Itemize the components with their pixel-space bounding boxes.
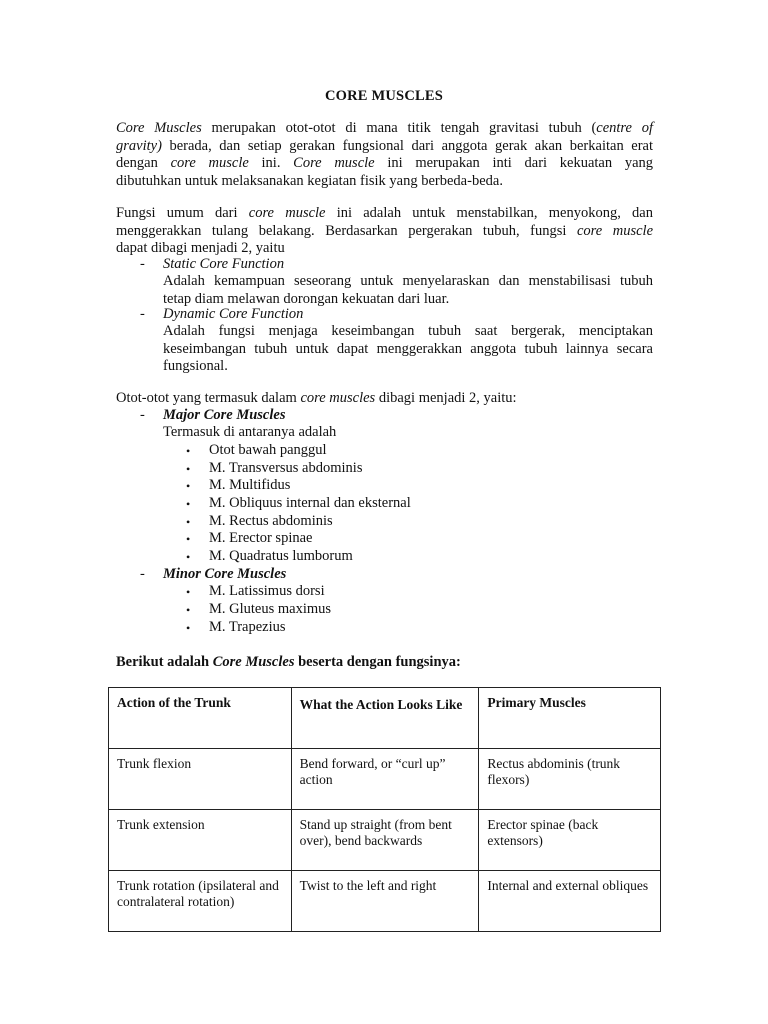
major-muscle-item: M. Rectus abdominis: [209, 513, 333, 529]
major-core-muscles-text: Major Core Muscles: [163, 407, 286, 423]
bullet-icon: •: [186, 585, 191, 599]
table-header-row: [109, 688, 661, 749]
desc-line: Adalah fungsi menjaga keseimbangan tubuh saat bergerak, menciptakan: [163, 323, 653, 339]
muscles-term: core muscles: [300, 390, 376, 406]
function-text: menggerakkan tulang belakang. Berdasarkan pergerakan tubuh, fungsi: [116, 222, 577, 239]
table-heading-text: Berikut adalah: [116, 654, 213, 670]
minor-core-muscles-text: Minor Core Muscles: [163, 566, 287, 582]
major-muscle-item: M. Erector spinae: [209, 530, 313, 546]
table-heading-term: Core Muscles: [212, 654, 295, 670]
desc-line: fungsional.: [163, 358, 228, 375]
function-line-3: dapat dibagi menjadi 2, yaitu: [116, 240, 285, 257]
table-cell: Stand up straight (from bent over), bend backwards: [291, 810, 479, 871]
list-dash: -: [140, 256, 145, 272]
intro-line-1: [116, 120, 653, 138]
desc-line: Adalah kemampuan seseorang untuk menyelaraskan dan menstabilisasi tubuh: [163, 273, 653, 289]
major-muscle-item: M. Quadratus lumborum: [209, 548, 353, 564]
intro-line-4: dibutuhkan untuk melaksanakan kegiatan fisik yang berbeda-beda.: [116, 172, 503, 189]
bullet-icon: •: [186, 603, 191, 617]
minor-core-muscles-label: [163, 566, 286, 584]
function-term: core muscle: [248, 205, 326, 221]
bullet-icon: •: [186, 462, 191, 476]
major-muscle-item: Otot bawah panggul: [209, 442, 327, 458]
table-row: [109, 749, 661, 810]
desc-line: keseimbangan tubuh untuk dapat menggerakkan anggota tubuh lainnya secara: [163, 340, 653, 357]
page-title: CORE MUSCLES: [324, 88, 444, 104]
table-cell: Rectus abdominis (trunk flexors): [479, 749, 661, 810]
table-cell: Trunk rotation (ipsilateral and contralateral rotation): [109, 871, 292, 932]
minor-muscle-item: M. Trapezius: [209, 619, 286, 635]
function-text: Fungsi umum dari: [116, 205, 249, 221]
intro-term: core muscle: [170, 155, 249, 172]
table-heading-text: beserta dengan fungsinya:: [294, 654, 461, 670]
dynamic-core-function-label: Dynamic Core Function: [163, 306, 304, 322]
bullet-icon: •: [186, 550, 191, 564]
table-cell: Twist to the left and right: [291, 871, 479, 932]
function-paragraph: [116, 205, 653, 258]
major-intro: Termasuk di antaranya adalah: [163, 424, 337, 440]
major-core-muscles-label: [163, 407, 285, 425]
core-muscles-table: [108, 687, 661, 932]
table-heading: [116, 654, 461, 671]
table-cell: Erector spinae (back extensors): [479, 810, 661, 871]
bullet-icon: •: [186, 444, 191, 458]
table-cell: Trunk extension: [109, 810, 292, 871]
intro-term: Core muscle: [293, 155, 375, 172]
muscles-paragraph: [116, 390, 517, 408]
table-cell: Trunk flexion: [109, 749, 292, 810]
intro-term: Core Muscles: [116, 120, 202, 136]
intro-line-3: [116, 155, 653, 173]
minor-muscle-item: M. Latissimus dorsi: [209, 583, 325, 599]
desc-line: tetap diam melawan dorongan kekuatan dari luar.: [163, 290, 450, 307]
major-muscle-item: M. Transversus abdominis: [209, 460, 363, 476]
function-term: core muscle: [576, 222, 653, 239]
intro-text: berada, dan setiap gerakan fungsional dari anggota gerak akan berkaitan erat: [161, 137, 653, 154]
muscles-text: dibagi menjadi 2, yaitu:: [375, 390, 517, 406]
table-header-cell: Primary Muscles: [479, 688, 661, 749]
table-cell: Internal and external obliques: [479, 871, 661, 932]
intro-term: gravity): [116, 137, 162, 154]
list-dash: -: [140, 306, 145, 322]
major-muscle-item: M. Multifidus: [209, 477, 291, 493]
intro-text: merupakan otot-otot di mana titik tengah gravitasi tubuh (: [201, 120, 597, 136]
intro-text: dengan: [116, 155, 171, 172]
intro-text: ini.: [248, 155, 294, 172]
function-line-2: [116, 223, 653, 241]
dynamic-core-function-desc: [163, 323, 653, 376]
bullet-icon: •: [186, 515, 191, 529]
muscles-text: Otot-otot yang termasuk dalam: [116, 390, 301, 406]
intro-term: centre of: [596, 120, 653, 136]
intro-text: ini merupakan inti dari kekuatan yang: [374, 155, 654, 172]
bullet-icon: •: [186, 621, 191, 635]
static-core-function-desc: [163, 273, 653, 308]
table-header-cell: Action of the Trunk: [109, 688, 292, 749]
intro-paragraph: [116, 120, 653, 190]
bullet-icon: •: [186, 497, 191, 511]
list-dash: -: [140, 566, 145, 582]
table-row: [109, 810, 661, 871]
bullet-icon: •: [186, 479, 191, 493]
table-cell: Bend forward, or “curl up” action: [291, 749, 479, 810]
bullet-icon: •: [186, 532, 191, 546]
table-header-cell: What the Action Looks Like: [291, 688, 479, 749]
function-line-1: [116, 205, 653, 223]
major-muscle-item: M. Obliquus internal dan eksternal: [209, 495, 411, 511]
static-core-function-label: Static Core Function: [163, 256, 285, 272]
minor-muscle-item: M. Gluteus maximus: [209, 601, 332, 617]
list-dash: -: [140, 407, 145, 423]
table-row: [109, 871, 661, 932]
function-text: ini adalah untuk menstabilkan, menyokong, dan: [325, 205, 653, 221]
intro-line-2: [116, 138, 653, 156]
